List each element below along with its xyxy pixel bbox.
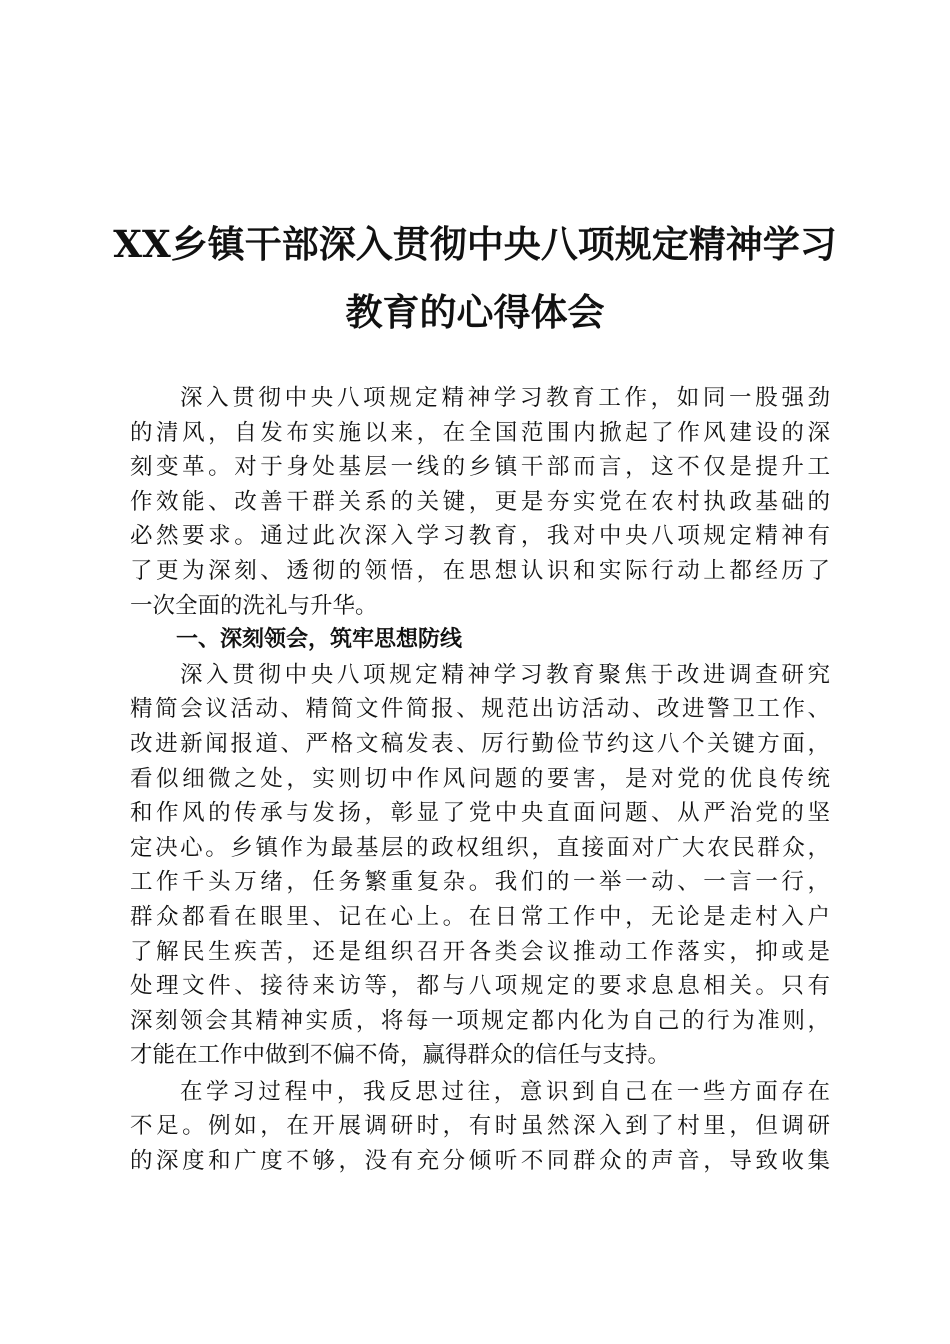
paragraph-line: 精简会议活动、精简文件简报、规范出访活动、改进警卫工作、: [130, 696, 830, 723]
paragraph-line: 在学习过程中，我反思过往，意识到自己在一些方面存在: [180, 1078, 830, 1105]
document-title-line-2: 教育的心得体会: [345, 290, 605, 334]
document-title-line-1: XX乡镇干部深入贯彻中央八项规定精神学习: [113, 222, 837, 266]
paragraph-line: 深入贯彻中央八项规定精神学习教育工作，如同一股强劲: [180, 385, 830, 411]
section-heading-1: 一、深刻领会，筑牢思想防线: [176, 627, 463, 653]
paragraph-1: [130, 381, 830, 623]
paragraph-line: 作效能、改善干群关系的关键，更是夯实党在农村执政基础的: [130, 488, 830, 515]
paragraph-line: 一次全面的洗礼与升华。: [130, 592, 378, 619]
paragraph-line: 工作千头万绪，任务繁重复杂。我们的一举一动、一言一行，: [130, 869, 830, 896]
paragraph-line: 的深度和广度不够，没有充分倾听不同群众的声音，导致收集: [130, 1148, 830, 1175]
paragraph-line: 和作风的传承与发扬，彰显了党中央直面问题、从严治党的坚: [130, 800, 830, 827]
paragraph-line: 深入贯彻中央八项规定精神学习教育聚焦于改进调查研究: [180, 661, 830, 688]
paragraph-line: 深刻领会其精神实质，将每一项规定都内化为自己的行为准则，: [130, 1007, 830, 1034]
paragraph-2: [130, 658, 830, 1073]
paragraph-line: 改进新闻报道、严格文稿发表、厉行勤俭节约这八个关键方面，: [130, 730, 830, 757]
document-body: [130, 381, 830, 1179]
paragraph-3: [130, 1075, 830, 1179]
paragraph-line: 群众都看在眼里、记在心上。在日常工作中，无论是走村入户: [130, 903, 830, 930]
paragraph-line: 了解民生疾苦，还是组织召开各类会议推动工作落实，抑或是: [130, 938, 830, 965]
paragraph-line: 必然要求。通过此次深入学习教育，我对中央八项规定精神有: [130, 523, 830, 550]
paragraph-line: 刻变革。对于身处基层一线的乡镇干部而言，这不仅是提升工: [130, 454, 830, 481]
paragraph-line: 看似细微之处，实则切中作风问题的要害，是对党的优良传统: [130, 765, 830, 792]
paragraph-line: 才能在工作中做到不偏不倚，赢得群众的信任与支持。: [130, 1042, 671, 1069]
paragraph-line: 处理文件、接待来访等，都与八项规定的要求息息相关。只有: [130, 973, 830, 1000]
paragraph-line: 了更为深刻、透彻的领悟，在思想认识和实际行动上都经历了: [130, 557, 830, 584]
paragraph-line: 不足。例如，在开展调研时，有时虽然深入到了村里，但调研: [130, 1113, 830, 1140]
paragraph-line: 定决心。乡镇作为最基层的政权组织，直接面对广大农民群众，: [130, 834, 830, 861]
paragraph-line: 的清风，自发布实施以来，在全国范围内掀起了作风建设的深: [130, 419, 830, 446]
